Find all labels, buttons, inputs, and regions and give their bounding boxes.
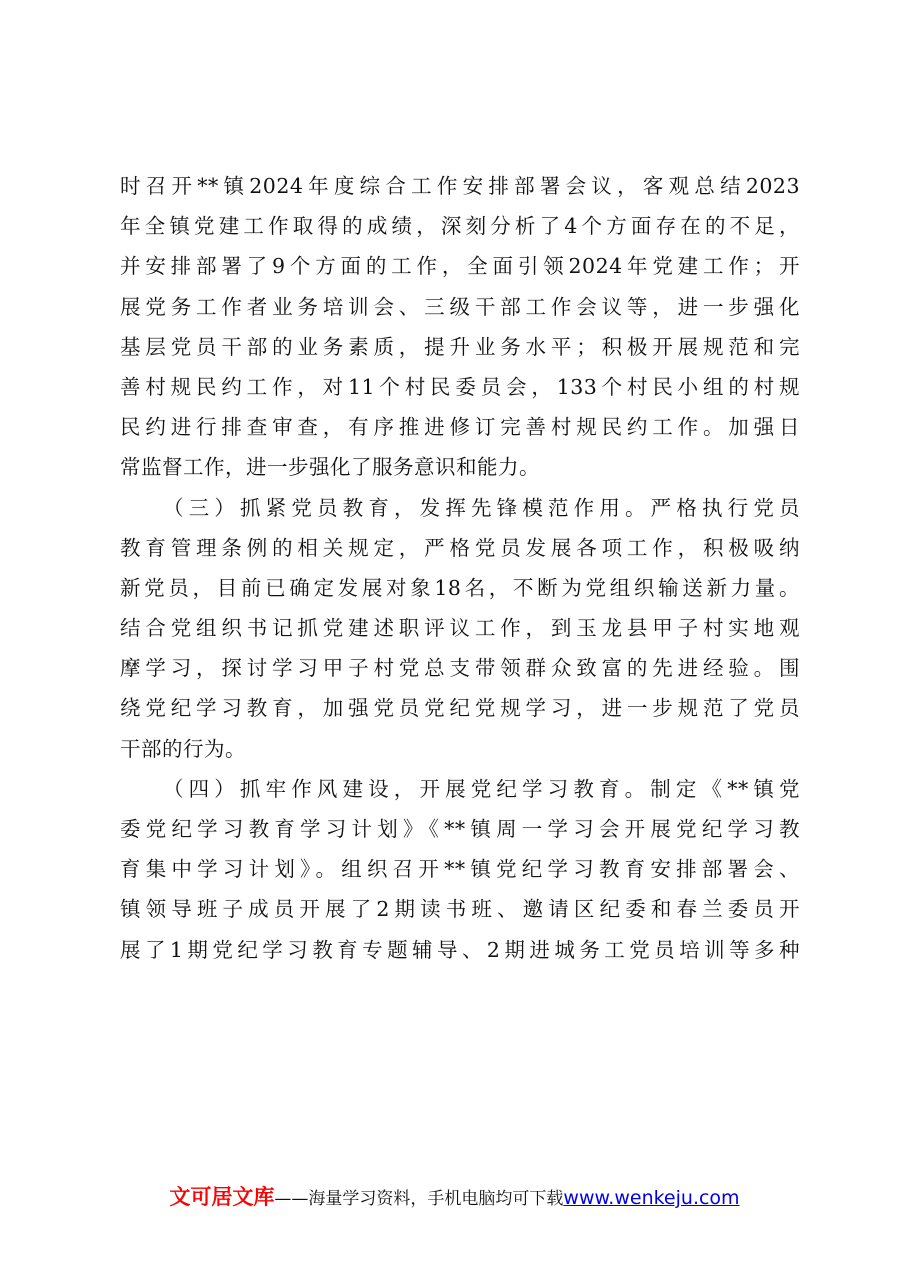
text-line: 展党务工作者业务培训会、三级干部工作会议等，进一步强化 <box>120 294 800 319</box>
text-line: 育集中学习计划》。组织召开**镇党纪学习教育安排部署会、 <box>120 857 800 882</box>
text-line: 善村规民约工作，对11个村民委员会，133个村民小组的村规 <box>120 374 800 399</box>
text-line: 民约进行排查审查，有序推进修订完善村规民约工作。加强日 <box>120 415 800 440</box>
footer-brand: 文可居文库 <box>169 1185 275 1209</box>
text-line: 常监督工作，进一步强化了服务意识和能力。 <box>120 455 540 480</box>
text-line: 镇领导班子成员开展了2期读书班、邀请区纪委和春兰委员开 <box>120 897 800 922</box>
section-heading-line: （三）抓紧党员教育，发挥先锋模范作用。严格执行党员 <box>163 495 800 520</box>
footer-banner <box>0 1181 909 1213</box>
text-line: 教育管理条例的相关规定，严格党员发展各项工作，积极吸纳 <box>120 535 800 560</box>
text-line: 年全镇党建工作取得的成绩，深刻分析了4个方面存在的不足， <box>120 214 800 239</box>
text-line: 干部的行为。 <box>120 736 246 761</box>
document-body <box>120 166 800 970</box>
text-line: 绕党纪学习教育，加强党员党纪党规学习，进一步规范了党员 <box>120 696 800 721</box>
section-heading-line: （四）抓牢作风建设，开展党纪学习教育。制定《**镇党 <box>163 776 800 801</box>
text-line: 结合党组织书记抓党建述职评议工作，到玉龙县甲子村实地观 <box>120 616 800 641</box>
text-line: 摩学习，探讨学习甲子村党总支带领群众致富的先进经验。围 <box>120 656 800 681</box>
text-line: 基层党员干部的业务素质，提升业务水平；积极开展规范和完 <box>120 334 800 359</box>
text-line: 时召开**镇2024年度综合工作安排部署会议，客观总结2023 <box>120 174 800 198</box>
text-line: 新党员，目前已确定发展对象18名，不断为党组织输送新力量。 <box>120 575 800 600</box>
footer-tagline: ——海量学习资料，手机电脑均可下载 <box>274 1189 564 1209</box>
text-line: 并安排部署了9个方面的工作，全面引领2024年党建工作；开 <box>120 254 800 279</box>
footer-url-link[interactable]: www.wenkeju.com <box>563 1187 740 1209</box>
text-line: 展了1期党纪学习教育专题辅导、2期进城务工党员培训等多种 <box>120 937 800 962</box>
text-line: 委党纪学习教育学习计划》《**镇周一学习会开展党纪学习教 <box>120 817 800 841</box>
